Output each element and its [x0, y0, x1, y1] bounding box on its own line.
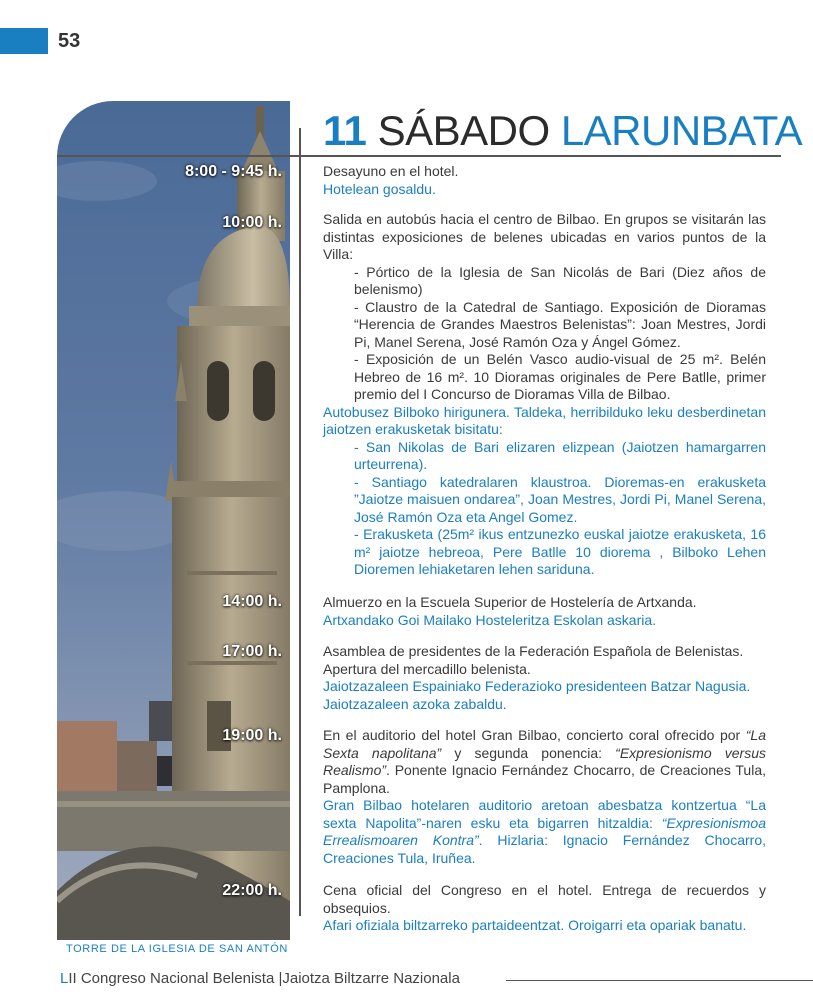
- photo-caption: TORRE DE LA IGLESIA DE SAN ANTÓN: [66, 943, 288, 955]
- entry-text-es: Cena oficial del Congreso en el hotel. Entrega de recuerdos y obsequios.: [323, 882, 766, 916]
- entry-list-item-eu: - Santiago katedralaren klaustroa. Dioremas-en erakusketa ”Jaiotze maisuen ondarea”, Joan Mestres, Jordi Pi, Manel Serena, José Ramón Oza eta Angel Gomez.: [354, 473, 766, 525]
- entry-text-eu: Hotelean gosaldu.: [323, 180, 436, 197]
- schedule-entry: [323, 211, 766, 579]
- time-label: 17:00 h.: [222, 643, 282, 660]
- entry-text-eu: Jaiotzazaleen Espainiako Federazioko presidenteen Batzar Nagusia.: [323, 678, 751, 694]
- page-number: 53: [58, 30, 81, 52]
- time-label: 8:00 - 9:45 h.: [185, 163, 282, 180]
- day-name-eu: LARUNBATA: [560, 107, 803, 154]
- entry-text-eu: Artxandako Goi Mailako Hosteleritza Eskolan askaria.: [323, 611, 657, 628]
- schedule-entry: [323, 594, 766, 629]
- entry-list-item-es: - Pórtico de la Iglesia de San Nicolás de Bari (Diez años de belenismo): [354, 263, 766, 297]
- schedule-entry: [323, 882, 766, 935]
- entry-list-item-eu: - Erakusketa (25m² ikus entzunezko euskal jaiotze erakusketa, 16 m² jaiotze hebreoa, Pere Batlle 10 diorema , Bilboko Lehen Dioremen lehiaketaren lehen sariduna.: [354, 526, 766, 577]
- entry-text-eu: Gran Bilbao hotelaren auditorio aretoan abesbatza kontzertua “La sexta Napolita”-naren esku eta bigarren hitzaldia: “Expresionismoa Errealismoaren Kontra”. Hizlaria: Ignacio Fernández Chocarro, Creaciones Tula, Iruñea.: [323, 797, 766, 866]
- entry-list-item-eu: - San Nikolas de Bari elizaren elizpean (Jaiotzen hamargarren urteurrena).: [354, 438, 766, 472]
- entry-list-item-es: - Exposición de un Belén Vasco audio-visual de 25 m². Belén Hebreo de 16 m². 10 Dioramas originales de Pere Batlle, primer premio del I Concurso de Dioramas Villa de Bilbao.: [354, 351, 766, 402]
- entry-text-es: Salida en autobús hacia el centro de Bilbao. En grupos se visitarán las distintas exposiciones de belenes ubicadas en varios puntos de la Villa:: [323, 211, 766, 262]
- time-label: 10:00 h.: [222, 214, 282, 231]
- footer-rule: [506, 980, 813, 981]
- time-label: 14:00 h.: [222, 593, 282, 610]
- entry-text-es: Desayuno en el hotel.: [323, 163, 459, 179]
- page-footer: LII Congreso Nacional Belenista |Jaiotza Biltzarre Nazionala: [60, 970, 460, 987]
- schedule-entry: [323, 163, 766, 198]
- entry-text-es: En el auditorio del hotel Gran Bilbao, concierto coral ofrecido por “La Sexta napolitana” y segunda ponencia: “Expresionismo versus Realismo”. Ponente Ignacio Fernández Chocarro, de Creaciones Tula, Pamplona.: [323, 727, 766, 796]
- schedule-entry: [323, 643, 766, 713]
- entry-list-item-es: - Claustro de la Catedral de Santiago. Exposición de Dioramas “Herencia de Grandes Maestros Belenistas”: Joan Mestres, Jordi Pi, Manel Serena, José Ramón Oza y Ángel Gómez.: [354, 298, 766, 350]
- entry-text-es: Almuerzo en la Escuela Superior de Hostelería de Artxanda.: [323, 594, 697, 610]
- day-name-es: SÁBADO: [377, 107, 550, 154]
- entry-text-es: Asamblea de presidentes de la Federación Española de Belenistas.: [323, 643, 744, 659]
- page-tab-marker: [0, 28, 48, 54]
- time-label: 22:00 h.: [222, 882, 282, 899]
- page-title: [323, 106, 802, 156]
- day-number: 11: [323, 107, 367, 154]
- entry-text-eu: Afari ofiziala biltzarreko partaideentzat. Oroigarri eta opariak banatu.: [323, 917, 747, 933]
- entry-text-eu: Jaiotzazaleen azoka zabaldu.: [323, 695, 507, 712]
- entry-text-eu: Autobusez Bilboko hirigunera. Taldeka, herribilduko leku desberdinetan jaiotzen erakusketak bisitatu:: [323, 403, 766, 437]
- time-label: 19:00 h.: [222, 727, 282, 744]
- vertical-divider: [299, 128, 301, 916]
- schedule-entry: [323, 727, 766, 867]
- entry-text-es: Apertura del mercadillo belenista.: [323, 660, 531, 677]
